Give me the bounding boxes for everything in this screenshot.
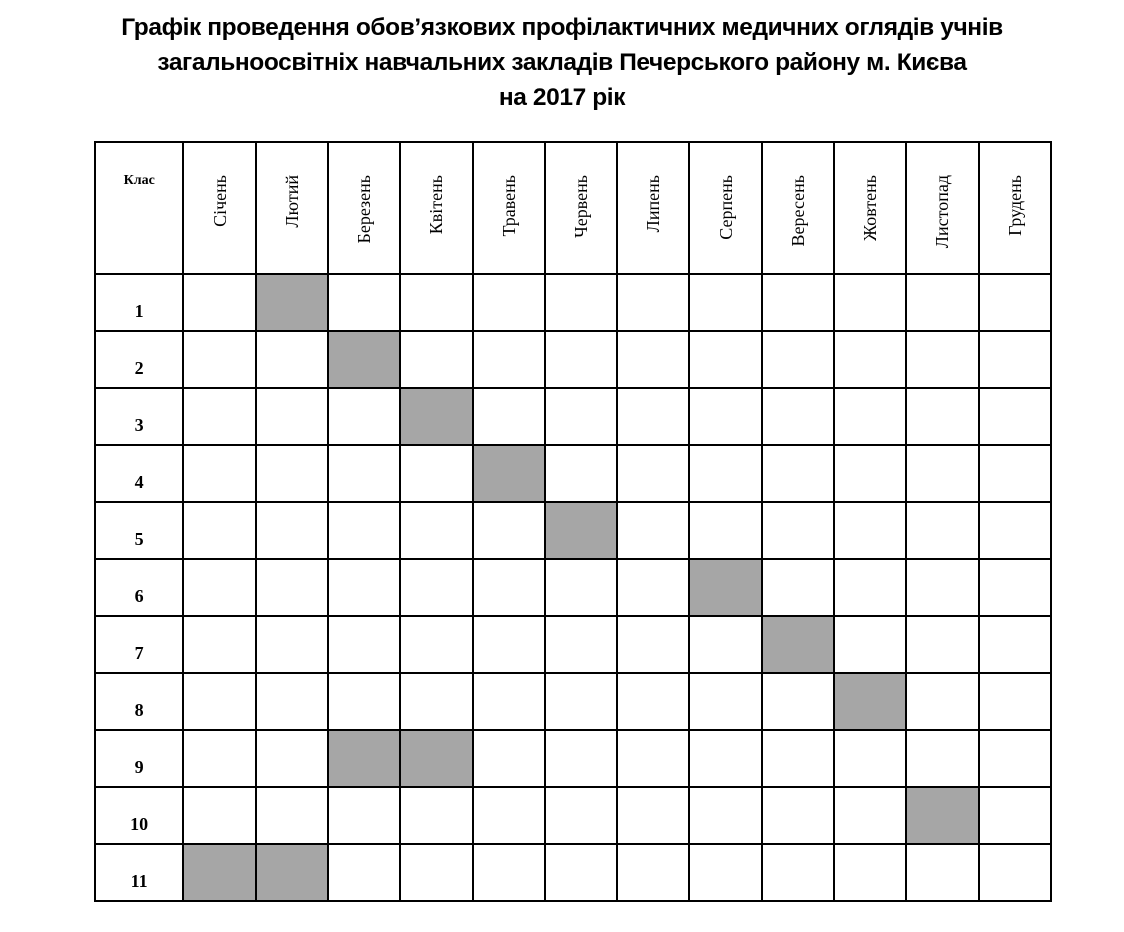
class-number-cell — [95, 559, 183, 616]
empty-cell — [256, 445, 328, 502]
empty-cell — [617, 616, 689, 673]
empty-cell — [256, 787, 328, 844]
empty-cell — [545, 274, 617, 331]
month-header-label: Вересень — [787, 175, 808, 247]
month-header — [545, 142, 617, 274]
empty-cell — [183, 274, 255, 331]
month-header — [834, 142, 906, 274]
empty-cell — [183, 559, 255, 616]
table-row — [95, 673, 1051, 730]
month-header-label: Червень — [570, 175, 591, 238]
empty-cell — [689, 673, 761, 730]
empty-cell — [400, 844, 472, 901]
empty-cell — [328, 445, 400, 502]
month-header — [906, 142, 978, 274]
empty-cell — [473, 844, 545, 901]
empty-cell — [256, 502, 328, 559]
empty-cell — [545, 445, 617, 502]
title-line-3: на 2017 рік — [498, 84, 626, 111]
empty-cell — [473, 559, 545, 616]
class-number-cell — [95, 445, 183, 502]
empty-cell — [545, 844, 617, 901]
month-header — [400, 142, 472, 274]
empty-cell — [762, 331, 834, 388]
class-number: 9 — [134, 757, 144, 777]
month-header — [183, 142, 255, 274]
empty-cell — [617, 274, 689, 331]
empty-cell — [473, 388, 545, 445]
empty-cell — [183, 502, 255, 559]
class-number-cell — [95, 274, 183, 331]
empty-cell — [979, 559, 1051, 616]
empty-cell — [762, 673, 834, 730]
empty-cell — [979, 502, 1051, 559]
class-number: 6 — [134, 586, 144, 606]
month-header-label: Лютий — [281, 175, 302, 228]
empty-cell — [328, 502, 400, 559]
empty-cell — [256, 616, 328, 673]
empty-cell — [400, 616, 472, 673]
empty-cell — [906, 502, 978, 559]
empty-cell — [617, 673, 689, 730]
empty-cell — [545, 616, 617, 673]
empty-cell — [473, 616, 545, 673]
empty-cell — [256, 673, 328, 730]
class-number: 1 — [134, 301, 144, 321]
month-header — [689, 142, 761, 274]
empty-cell — [545, 730, 617, 787]
class-number: 3 — [134, 415, 144, 435]
scheduled-cell — [834, 673, 906, 730]
scheduled-cell — [906, 787, 978, 844]
empty-cell — [906, 331, 978, 388]
scheduled-cell — [400, 730, 472, 787]
empty-cell — [183, 730, 255, 787]
empty-cell — [906, 844, 978, 901]
empty-cell — [183, 331, 255, 388]
header-row — [95, 142, 1051, 274]
empty-cell — [834, 331, 906, 388]
month-header-label: Травень — [498, 175, 519, 237]
table-row — [95, 616, 1051, 673]
empty-cell — [906, 559, 978, 616]
month-header — [473, 142, 545, 274]
empty-cell — [834, 787, 906, 844]
empty-cell — [689, 445, 761, 502]
table-row — [95, 445, 1051, 502]
empty-cell — [183, 388, 255, 445]
month-header — [328, 142, 400, 274]
month-header — [617, 142, 689, 274]
empty-cell — [689, 502, 761, 559]
empty-cell — [689, 787, 761, 844]
class-column-header — [95, 142, 183, 274]
class-number-cell — [95, 673, 183, 730]
empty-cell — [617, 388, 689, 445]
scheduled-cell — [400, 388, 472, 445]
empty-cell — [762, 502, 834, 559]
empty-cell — [762, 388, 834, 445]
table-row — [95, 502, 1051, 559]
empty-cell — [762, 445, 834, 502]
month-header — [979, 142, 1051, 274]
empty-cell — [256, 559, 328, 616]
empty-cell — [834, 844, 906, 901]
empty-cell — [400, 274, 472, 331]
table-row — [95, 787, 1051, 844]
empty-cell — [328, 274, 400, 331]
scheduled-cell — [689, 559, 761, 616]
empty-cell — [617, 331, 689, 388]
empty-cell — [979, 730, 1051, 787]
empty-cell — [834, 730, 906, 787]
empty-cell — [328, 616, 400, 673]
empty-cell — [400, 502, 472, 559]
empty-cell — [906, 616, 978, 673]
empty-cell — [256, 388, 328, 445]
empty-cell — [256, 730, 328, 787]
empty-cell — [762, 787, 834, 844]
empty-cell — [979, 787, 1051, 844]
empty-cell — [473, 730, 545, 787]
empty-cell — [617, 445, 689, 502]
empty-cell — [617, 502, 689, 559]
scheduled-cell — [328, 730, 400, 787]
empty-cell — [906, 274, 978, 331]
empty-cell — [328, 673, 400, 730]
class-number: 4 — [134, 472, 144, 492]
empty-cell — [762, 730, 834, 787]
empty-cell — [545, 673, 617, 730]
empty-cell — [906, 445, 978, 502]
class-number-cell — [95, 730, 183, 787]
class-number-cell — [95, 502, 183, 559]
empty-cell — [545, 559, 617, 616]
class-number: 8 — [134, 700, 144, 720]
table-row — [95, 331, 1051, 388]
table-body — [95, 274, 1051, 901]
empty-cell — [400, 673, 472, 730]
empty-cell — [689, 616, 761, 673]
scheduled-cell — [473, 445, 545, 502]
empty-cell — [545, 331, 617, 388]
empty-cell — [183, 673, 255, 730]
empty-cell — [906, 388, 978, 445]
empty-cell — [183, 787, 255, 844]
scheduled-cell — [183, 844, 255, 901]
empty-cell — [400, 331, 472, 388]
month-header-label: Січень — [209, 175, 230, 227]
class-column-label: Клас — [123, 173, 155, 188]
empty-cell — [617, 730, 689, 787]
title-line-2: загальноосвітніх навчальних закладів Печерського району м. Києва — [157, 49, 967, 76]
scheduled-cell — [256, 274, 328, 331]
empty-cell — [834, 502, 906, 559]
empty-cell — [979, 388, 1051, 445]
empty-cell — [328, 388, 400, 445]
title-line-1: Графік проведення обов’язкових профілактичних медичних оглядів учнів — [121, 14, 1003, 41]
table-row — [95, 730, 1051, 787]
empty-cell — [762, 844, 834, 901]
empty-cell — [617, 844, 689, 901]
month-header-label: Серпень — [715, 175, 736, 240]
scheduled-cell — [328, 331, 400, 388]
month-header-label: Листопад — [932, 175, 953, 249]
table-row — [95, 844, 1051, 901]
empty-cell — [183, 445, 255, 502]
class-number-cell — [95, 844, 183, 901]
month-header-label: Березень — [354, 175, 375, 244]
empty-cell — [689, 730, 761, 787]
empty-cell — [328, 787, 400, 844]
class-number-cell — [95, 787, 183, 844]
empty-cell — [617, 787, 689, 844]
empty-cell — [328, 559, 400, 616]
empty-cell — [473, 502, 545, 559]
empty-cell — [979, 331, 1051, 388]
class-number: 5 — [134, 529, 144, 549]
empty-cell — [473, 331, 545, 388]
empty-cell — [328, 844, 400, 901]
month-header-label: Квітень — [426, 175, 447, 235]
empty-cell — [256, 331, 328, 388]
empty-cell — [400, 445, 472, 502]
scheduled-cell — [256, 844, 328, 901]
month-header-label: Липень — [643, 175, 664, 233]
table-row — [95, 274, 1051, 331]
empty-cell — [545, 388, 617, 445]
empty-cell — [979, 445, 1051, 502]
empty-cell — [689, 274, 761, 331]
empty-cell — [617, 559, 689, 616]
class-number: 10 — [130, 814, 149, 834]
empty-cell — [689, 388, 761, 445]
table-row — [95, 388, 1051, 445]
empty-cell — [834, 559, 906, 616]
month-header — [256, 142, 328, 274]
empty-cell — [834, 616, 906, 673]
empty-cell — [979, 616, 1051, 673]
empty-cell — [834, 445, 906, 502]
empty-cell — [400, 559, 472, 616]
empty-cell — [762, 274, 834, 331]
empty-cell — [689, 844, 761, 901]
empty-cell — [979, 844, 1051, 901]
class-number: 11 — [130, 871, 148, 891]
empty-cell — [473, 673, 545, 730]
empty-cell — [906, 730, 978, 787]
table-row — [95, 559, 1051, 616]
examination-schedule-table — [94, 141, 1052, 902]
month-header-label: Жовтень — [860, 175, 881, 241]
empty-cell — [400, 787, 472, 844]
empty-cell — [689, 331, 761, 388]
month-header — [762, 142, 834, 274]
empty-cell — [979, 673, 1051, 730]
month-header-label: Грудень — [1004, 175, 1025, 236]
class-number-cell — [95, 331, 183, 388]
scheduled-cell — [545, 502, 617, 559]
empty-cell — [979, 274, 1051, 331]
empty-cell — [834, 274, 906, 331]
empty-cell — [906, 673, 978, 730]
class-number-cell — [95, 616, 183, 673]
empty-cell — [473, 787, 545, 844]
scheduled-cell — [762, 616, 834, 673]
empty-cell — [545, 787, 617, 844]
class-number-cell — [95, 388, 183, 445]
empty-cell — [834, 388, 906, 445]
class-number: 2 — [134, 358, 144, 378]
empty-cell — [183, 616, 255, 673]
document-title — [0, 10, 1124, 115]
empty-cell — [762, 559, 834, 616]
empty-cell — [473, 274, 545, 331]
class-number: 7 — [134, 643, 144, 663]
